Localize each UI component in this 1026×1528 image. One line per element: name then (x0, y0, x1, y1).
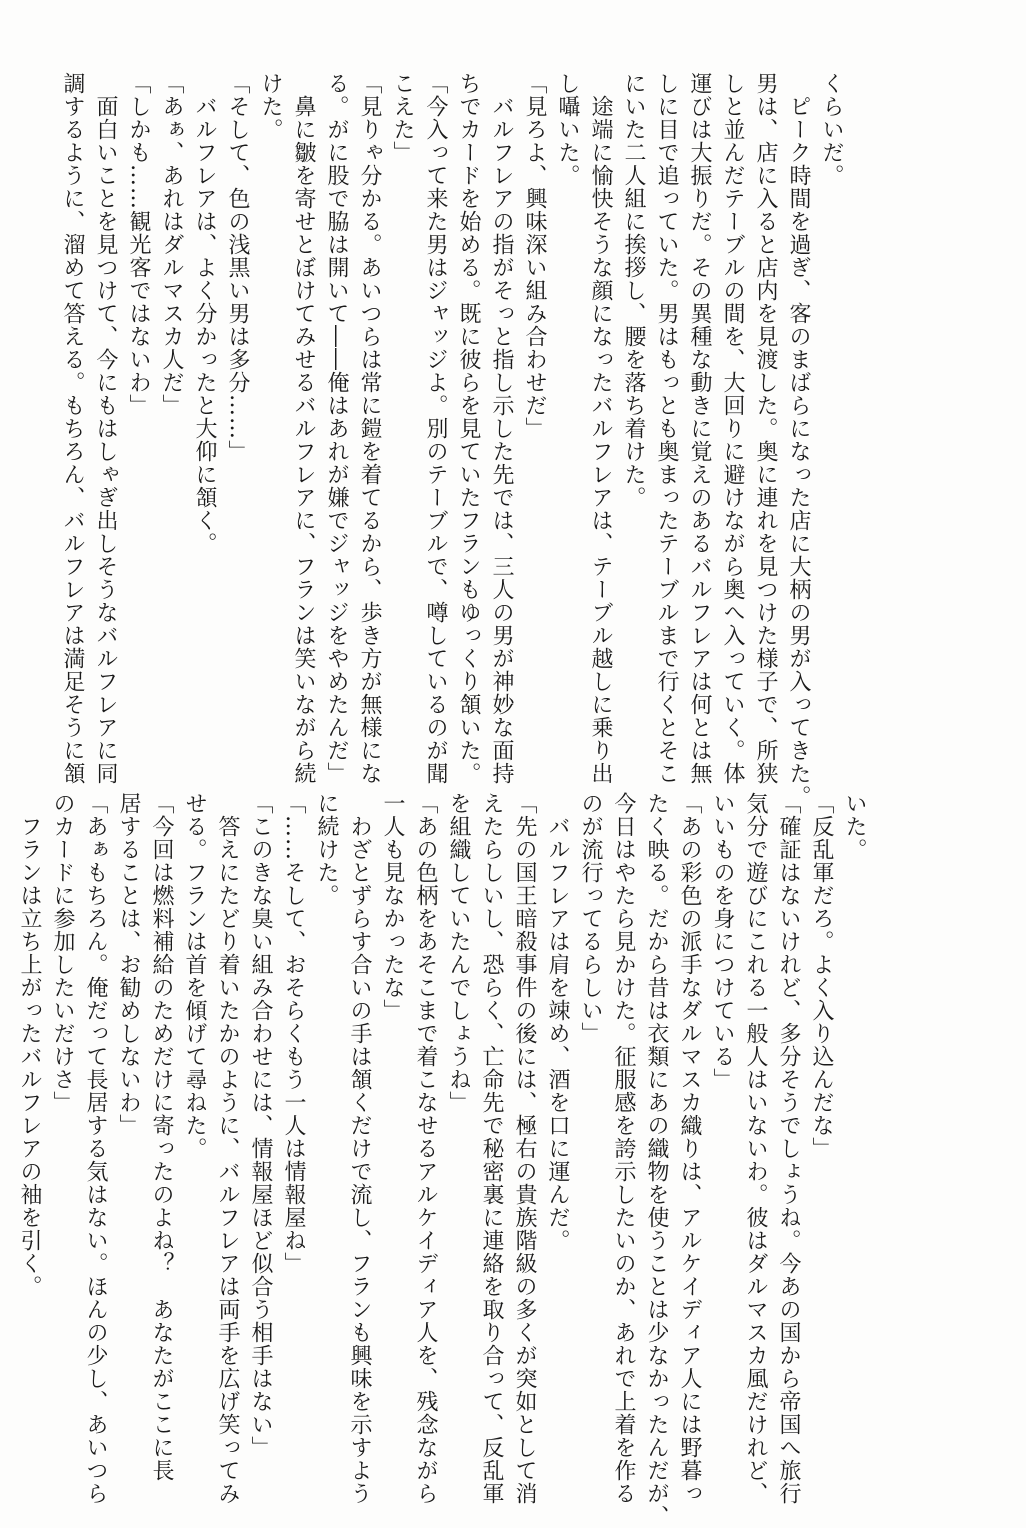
text-line: せる。フランは首を傾げて尋ねた。 (182, 792, 207, 1160)
text-line: いた。 (842, 792, 867, 861)
text-line: 「見りゃ分かる。あいつらは常に鎧を着てるから、歩き方が無様にな (357, 72, 382, 785)
text-line: 調するように、溜めて答える。もちろん、バルフレアは満足そうに頷 (60, 72, 85, 785)
text-line: しと並んだテーブルの間を、大回りに避けながら奥へ入っていく。体 (720, 72, 745, 785)
text-line: 「反乱軍だろ。よく入り込んだな」 (809, 792, 834, 1160)
lower-text-block (13, 792, 871, 1528)
text-line: 「……そして、おそらくもう一人は情報屋ね」 (281, 792, 306, 1275)
text-line: バルフレアの指がそっと指し示した先では、三人の男が神妙な面持 (489, 72, 514, 785)
text-line: のが流行ってるらしい」 (578, 792, 603, 1045)
text-line: 今日はやたら見かけた。征服感を誇示したいのか、あれで上着を作る (611, 792, 636, 1505)
text-line: 一人も見なかったな」 (380, 792, 405, 1022)
text-line: 運びは大振りだ。その異種な動きに覚えのあるバルフレアは何とは無 (687, 72, 712, 785)
text-line: えたらしいし、恐らく、亡命先で秘密裏に連絡を取り合って、反乱軍 (479, 792, 504, 1505)
text-line: 「そして、色の浅黒い男は多分……」 (225, 72, 250, 463)
text-line: ちでカードを始める。既に彼らを見ていたフランもゆっくり頷いた。 (456, 72, 481, 785)
text-line: 「しかも……観光客ではないわ」 (126, 72, 151, 417)
text-line: 「あの色柄をあそこまで着こなせるアルケイディア人を、残念ながら (413, 792, 438, 1505)
text-line: 「あぁ、あれはダルマスカ人だ」 (159, 72, 184, 417)
text-line: 気分で遊びにこれる一般人はいないわ。彼はダルマスカ風だけれど、 (743, 792, 768, 1505)
text-line: 「あぁもちろん。俺だって長居する気はない。ほんの少し、あいつら (83, 792, 108, 1505)
text-line: のカードに参加したいだけさ」 (50, 792, 75, 1114)
text-line: けた。 (258, 72, 283, 141)
text-line: 「確証はないけれど、多分そうでしょうね。今あの国から帝国へ旅行 (776, 792, 801, 1505)
text-line: こえた」 (390, 72, 415, 164)
text-line: いいものを身につけている」 (710, 792, 735, 1091)
text-line: 「先の国王暗殺事件の後には、極右の貴族階級の多くが突如として消 (512, 792, 537, 1505)
text-line: 「あの彩色の派手なダルマスカ織りは、アルケイディア人には野暮っ (677, 792, 702, 1505)
text-line: 面白いことを見つけて、今にもはしゃぎ出しそうなバルフレアに同 (93, 72, 118, 785)
text-line: 答えにたどり着いたかのように、バルフレアは両手を広げ笑ってみ (215, 792, 240, 1505)
text-line: 鼻に皺を寄せとぼけてみせるバルフレアに、フランは笑いながら続 (291, 72, 316, 785)
text-line: ピーク時間を過ぎ、客のまばらになった店に大柄の男が入ってきた。 (786, 72, 811, 808)
text-line: に続けた。 (314, 792, 339, 907)
text-line: る。がに股で脇は開いて――俺はあれが嫌でジャッジをやめたんだ」 (324, 72, 349, 785)
text-line: 「見ろよ、興味深い組み合わせだ」 (522, 72, 547, 440)
text-line: 居することは、お勧めしないわ」 (116, 792, 141, 1137)
text-line: 「このきな臭い組み合わせには、情報屋ほど似合う相手はない」 (248, 792, 273, 1459)
text-line: 「今入って来た男はジャッジよ。別のテーブルで、噂しているのが聞 (423, 72, 448, 785)
text-line: し囁いた。 (555, 72, 580, 187)
text-line: バルフレアは肩を竦め、酒を口に運んだ。 (545, 792, 570, 1252)
text-line: にいた二人組に挨拶し、腰を落ち着けた。 (621, 72, 646, 509)
text-line: しに目で追っていた。男はもっとも奥まったテーブルまで行くとそこ (654, 72, 679, 785)
text-line: 途端に愉快そうな顔になったバルフレアは、テーブル越しに乗り出 (588, 72, 613, 785)
text-line: バルフレアは、よく分かったと大仰に頷く。 (192, 72, 217, 555)
text-line: フランは立ち上がったバルフレアの袖を引く。 (17, 792, 42, 1298)
text-line: わざとずらす合いの手は頷くだけで流し、フランも興味を示すよう (347, 792, 372, 1505)
upper-text-block (56, 72, 848, 808)
text-line: 男は、店に入ると店内を見渡した。奥に連れを見つけた様子で、所狭 (753, 72, 778, 785)
text-line: を組織していたんでしょうね」 (446, 792, 471, 1114)
text-line: 「今回は燃料補給のためだけに寄ったのよね？ あなたがここに長 (149, 792, 174, 1482)
text-line: くらいだ。 (819, 72, 844, 187)
text-line: たく映る。だから昔は衣類にあの織物を使うことは少なかったんだが、 (644, 792, 669, 1528)
